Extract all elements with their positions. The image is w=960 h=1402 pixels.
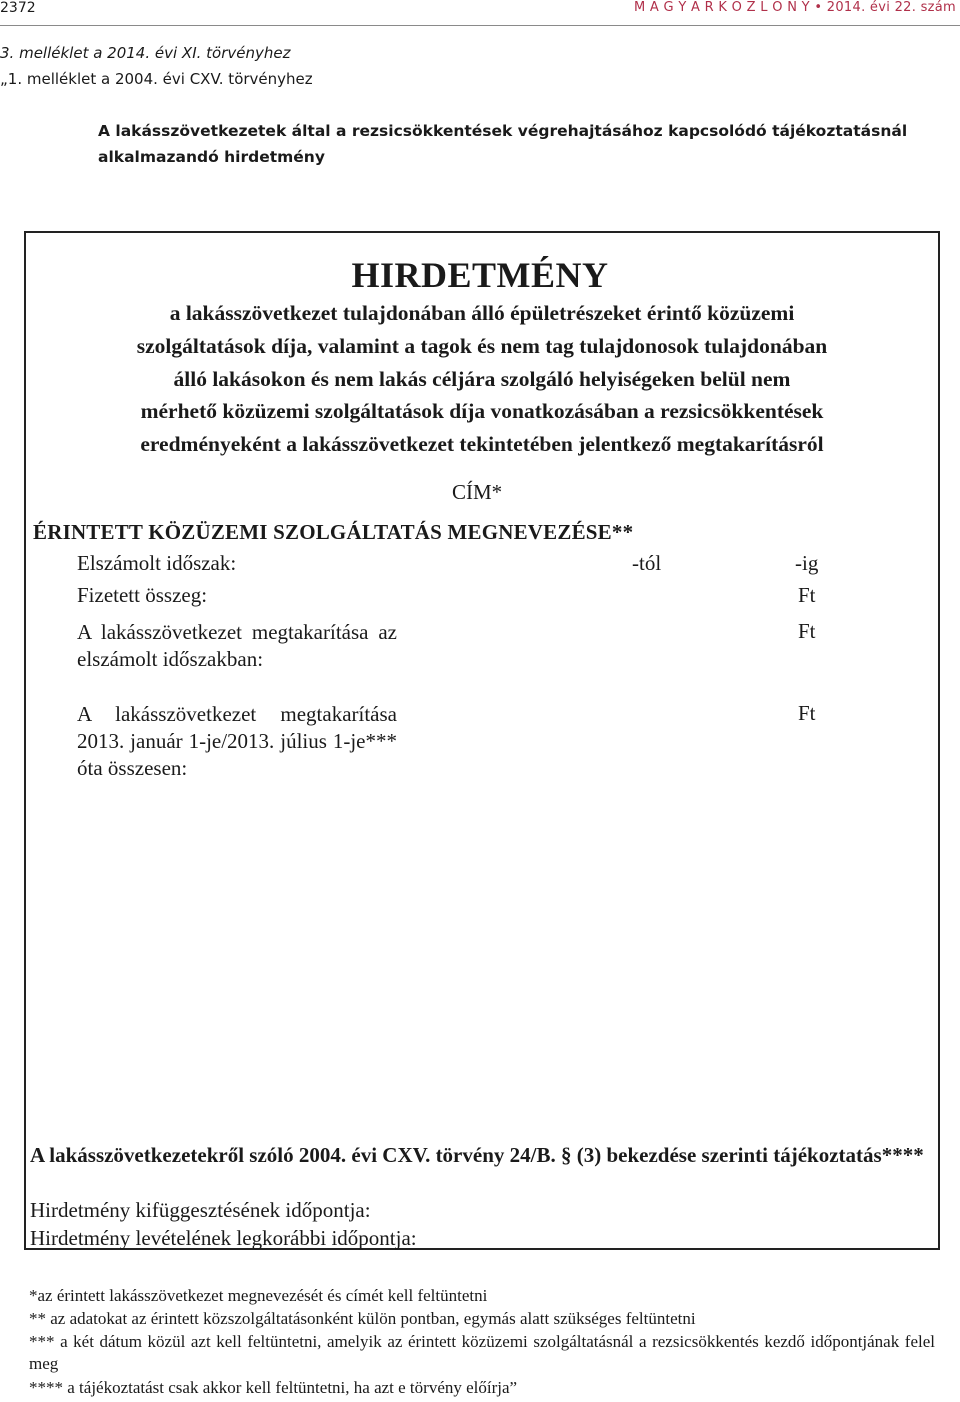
annex-reference: 3. melléklet a 2014. évi XI. törvényhez (0, 44, 291, 62)
period-savings-unit: Ft (798, 619, 816, 643)
amount-paid-label: Fizetett összeg: (77, 583, 208, 607)
notice-subtitle-line: mérhető közüzemi szolgáltatások díja vonatkozásában a rezsicsökkentések (140, 399, 824, 423)
total-savings-label: A lakásszövetkezet megtakarítása 2013. január 1-je/2013. július 1-je*** óta összesen: (77, 702, 397, 780)
footnote: **** a tájékoztatást csak akkor kell feltüntetni, ha azt e törvény előírja” (29, 1378, 518, 1397)
law-reference: A lakásszövetkezetekről szóló 2004. évi CXV. törvény 24/B. § (3) bekezdése szerinti tájékoztatás**** (30, 1143, 924, 1167)
period-savings-label: A lakásszövetkezet megtakarítása az elszámolt időszakban: (77, 620, 397, 671)
billing-period-to: -ig (795, 551, 819, 575)
removal-date-label: Hirdetmény levételének legkorábbi időpontja: (30, 1226, 417, 1250)
notice-heading-line: A lakásszövetkezetek által a rezsicsökkentések végrehajtásához kapcsolódó tájékoztatásnál (98, 122, 908, 140)
page-number: 2372 (0, 0, 36, 16)
notice-heading-line: alkalmazandó hirdetmény (98, 148, 325, 166)
notice-subtitle-line: szolgáltatások díja, valamint a tagok és nem tag tulajdonosok tulajdonában (136, 334, 828, 358)
service-name-heading: ÉRINTETT KÖZÜZEMI SZOLGÁLTATÁS MEGNEVEZÉSE** (33, 520, 634, 544)
footnote: *** a két dátum közül azt kell feltüntetni, amelyik az érintett közüzemi szolgáltatásnál a rezsicsökkentés kezdő időpontjának felel meg (29, 1332, 935, 1373)
notice-subtitle-line: álló lakásokon és nem lakás céljára szolgáló helyiségeken belül nem (173, 367, 791, 391)
notice-title: HIRDETMÉNY (351, 255, 609, 295)
header-rule (0, 25, 960, 26)
total-savings-unit: Ft (798, 701, 816, 725)
billing-period-from: -tól (632, 551, 662, 575)
billing-period-label: Elszámolt időszak: (77, 551, 237, 575)
running-head-separator: • (814, 0, 823, 15)
annex-reference-amended: „1. melléklet a 2004. évi CXV. törvényhez (0, 70, 313, 88)
running-head-issue: 2014. évi 22. szám (826, 0, 956, 15)
running-head-publication: M A G Y A R K Ö Z L Ö N Y (633, 0, 810, 15)
amount-paid-unit: Ft (798, 583, 816, 607)
notice-subtitle-line: eredményeként a lakásszövetkezet tekintetében jelentkező megtakarításról (140, 432, 824, 456)
running-head (634, 0, 956, 15)
address-label: CÍM* (452, 480, 503, 504)
footnote: ** az adatokat az érintett közszolgáltatásonként külön pontban, egymás alatt szükséges feltüntetni (29, 1309, 696, 1328)
footnote: *az érintett lakásszövetkezet megnevezését és címét kell feltüntetni (29, 1286, 488, 1305)
notice-subtitle-line: a lakásszövetkezet tulajdonában álló épületrészeket érintő közüzemi (169, 301, 795, 325)
posting-date-label: Hirdetmény kifüggesztésének időpontja: (30, 1198, 371, 1222)
